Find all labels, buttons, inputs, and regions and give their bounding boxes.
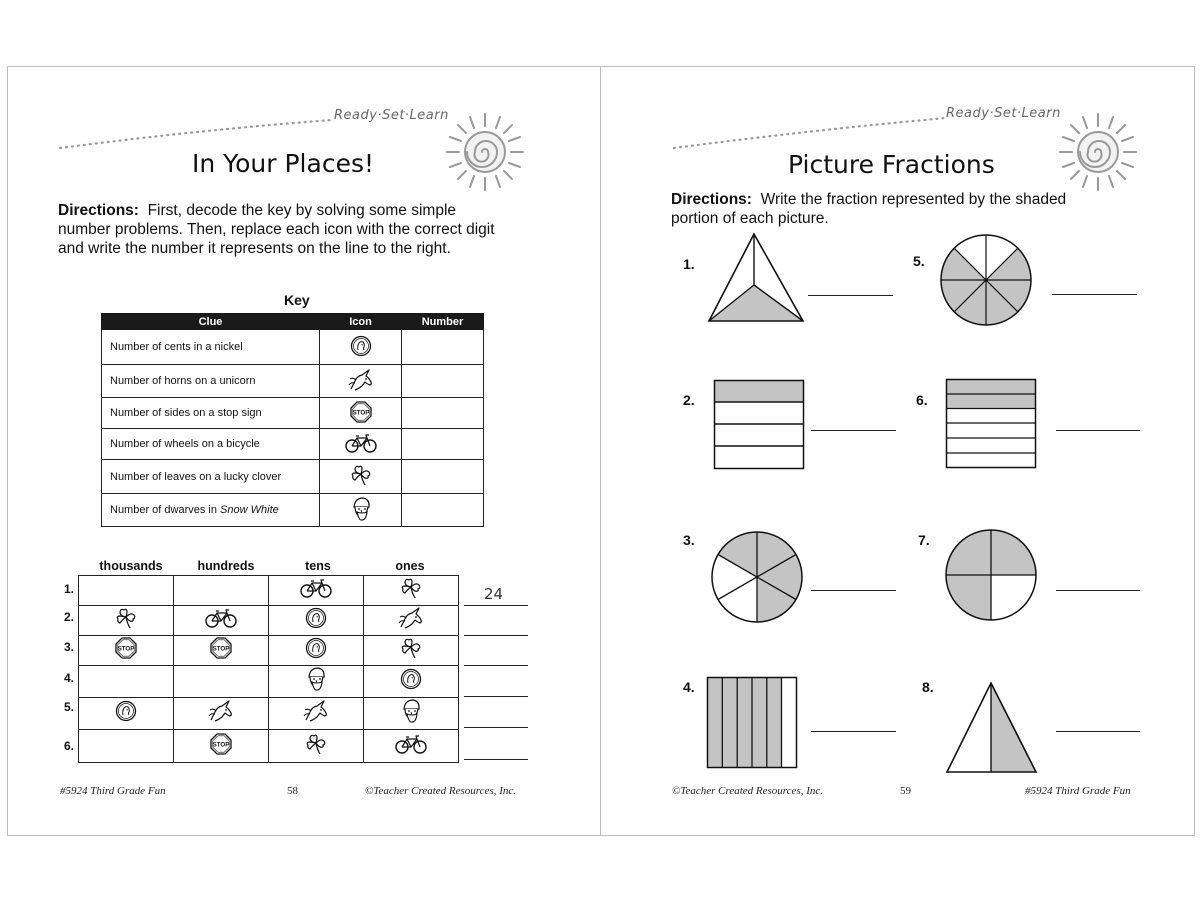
place-cell [269,698,364,730]
unicorn-icon [345,368,377,395]
place-cell [269,730,364,763]
directions-line-1: First, decode the key by solving some simple [147,202,457,219]
key-header-clue: Clue [102,314,320,330]
key-clue: Number of wheels on a bicycle [102,429,320,460]
key-title: Key [284,292,310,308]
place-cell [79,606,174,636]
key-header-number: Number [402,314,484,330]
key-row [102,365,484,398]
key-clue: Number of horns on a unicorn [102,365,320,398]
clover-icon [114,606,138,635]
place-cell [174,666,269,698]
key-clue-italic: Snow White [220,504,279,516]
svg-text:STOP: STOP [352,409,369,417]
key-row [102,429,484,460]
place-cell [269,636,364,666]
footer-copyright: ©Teacher Created Resources, Inc. [365,785,517,797]
directions-label: Directions: [671,191,752,208]
place-row [79,730,459,763]
sun-logo-icon [443,110,527,194]
clover-icon [349,463,373,490]
unicorn-icon [300,699,332,728]
brand-logo-text: Ready·Set·Learn [946,106,1061,121]
key-number-blank [402,330,484,365]
shaded-part [709,285,803,321]
key-clue: Number of cents in a nickel [102,330,320,365]
place-cell [269,576,364,606]
place-header-ones: ones [395,559,425,573]
page-title: In Your Places! [192,149,374,178]
answer-line[interactable] [464,605,528,606]
key-header-row [102,314,484,330]
fraction-figure-6 [945,378,1037,470]
problem-number: 6. [916,392,928,408]
place-cell [269,606,364,636]
answer-line[interactable] [1056,430,1140,431]
dotted-arc [58,108,338,153]
nickel-coin-icon [305,637,327,664]
dwarf-icon [399,698,423,729]
key-number-blank [402,398,484,429]
row-number: 3. [64,640,75,654]
nickel-coin-icon [350,335,372,360]
place-cell [174,606,269,636]
key-row [102,398,484,429]
answer-line[interactable] [1056,731,1140,732]
brand-logo-text: Ready·Set·Learn [334,108,449,123]
fraction-figure-5 [939,233,1033,327]
key-row [102,460,484,494]
problem-number: 1. [683,256,695,272]
answer-line[interactable] [808,295,893,296]
answer-line[interactable] [811,731,896,732]
answer-line[interactable] [464,759,528,760]
key-icon-cell [320,330,402,365]
fraction-figure-4 [706,676,798,770]
nickel-coin-icon [305,607,327,634]
place-cell [364,698,459,730]
place-cell [364,730,459,763]
page-fold [600,66,601,836]
problem-number: 3. [683,532,695,548]
directions-line-2: portion of each picture. [671,210,829,227]
key-number-blank [402,494,484,527]
key-table [101,313,484,527]
clover-icon [304,732,328,761]
sun-logo-icon [1056,110,1140,194]
key-clue-prefix: Number of dwarves in [110,504,221,516]
fraction-figure-1 [706,230,806,326]
nickel-coin-icon [115,700,137,727]
stop-sign-icon [210,733,232,760]
key-row [102,330,484,365]
footer-book-code: #5924 Third Grade Fun [1025,785,1131,797]
key-clue: Number of sides on a stop sign [102,398,320,429]
answer-line[interactable] [464,665,528,666]
row-number: 6. [64,739,75,753]
directions-line-2: number problems. Then, replace each icon with the correct digit [58,221,495,238]
key-number-blank [402,460,484,494]
dotted-arc [672,108,952,153]
bicycle-icon [345,433,377,456]
place-row [79,636,459,666]
fraction-figure-3 [710,530,804,624]
unicorn-icon [395,606,427,635]
problem-number: 7. [918,532,930,548]
place-row [79,666,459,698]
directions-line-1: Write the fraction represented by the shaded [760,191,1067,208]
unicorn-icon [205,699,237,728]
key-clue: Number of leaves on a lucky clover [102,460,320,494]
answer-line[interactable] [464,635,528,636]
svg-text:STOP: STOP [212,741,230,749]
dwarf-icon [304,666,328,697]
fraction-figure-2 [713,379,805,471]
place-cell [364,636,459,666]
answer-line[interactable] [1052,294,1137,295]
problem-number: 2. [683,392,695,408]
key-icon-cell [320,365,402,398]
problem-number: 8. [922,679,934,695]
answer-line[interactable] [464,696,528,697]
place-cell [79,576,174,606]
directions [58,201,538,258]
place-cell [79,636,174,666]
directions [671,190,1141,228]
stop-sign-icon [350,401,372,426]
key-icon-cell [320,460,402,494]
footer-page-number: 59 [900,785,911,797]
place-header-tens: tens [305,559,331,573]
page-title: Picture Fractions [788,150,995,179]
nickel-coin-icon [400,668,422,695]
stop-sign-icon [115,637,137,664]
directions-line-3: and write the number it represents on the line to the right. [58,240,451,257]
place-row [79,698,459,730]
answer-line[interactable] [464,727,528,728]
place-cell [364,576,459,606]
answer-handwritten: 24 [484,585,504,603]
place-cell [174,698,269,730]
key-icon-cell [320,494,402,527]
bicycle-icon [205,608,237,633]
footer-book-code: #5924 Third Grade Fun [60,785,166,797]
row-number: 4. [64,671,75,685]
place-header-hundreds: hundreds [197,559,255,573]
place-header-thousands: thousands [99,559,163,573]
row-number: 5. [64,700,75,714]
key-icon-cell [320,398,402,429]
problem-number: 5. [913,253,925,269]
place-row [79,576,459,606]
place-cell [174,636,269,666]
place-cell [79,666,174,698]
fraction-figure-7 [944,528,1038,622]
place-cell [79,730,174,763]
stop-sign-icon [210,637,232,664]
key-icon-cell [320,429,402,460]
key-row [102,494,484,527]
problem-number: 4. [683,679,695,695]
clover-icon [399,576,423,605]
svg-text:STOP: STOP [212,645,230,653]
place-row [79,606,459,636]
key-number-blank [402,365,484,398]
place-cell [174,576,269,606]
place-value-table [78,575,459,763]
clover-icon [399,636,423,665]
answer-line[interactable] [1056,590,1140,591]
footer-copyright: ©Teacher Created Resources, Inc. [672,785,824,797]
key-header-icon: Icon [320,314,402,330]
directions-label: Directions: [58,202,139,219]
place-cell [79,698,174,730]
row-number: 1. [64,582,75,596]
dwarf-icon [349,496,373,525]
key-clue [102,494,320,527]
fraction-figure-8 [944,680,1040,776]
place-cell [174,730,269,763]
footer-page-number: 58 [287,785,298,797]
svg-text:STOP: STOP [117,645,135,653]
bicycle-icon [395,734,427,759]
answer-line[interactable] [811,430,896,431]
place-cell [269,666,364,698]
answer-line[interactable] [811,590,896,591]
place-cell [364,606,459,636]
row-number: 2. [64,610,75,624]
bicycle-icon [300,578,332,603]
key-number-blank [402,429,484,460]
place-cell [364,666,459,698]
